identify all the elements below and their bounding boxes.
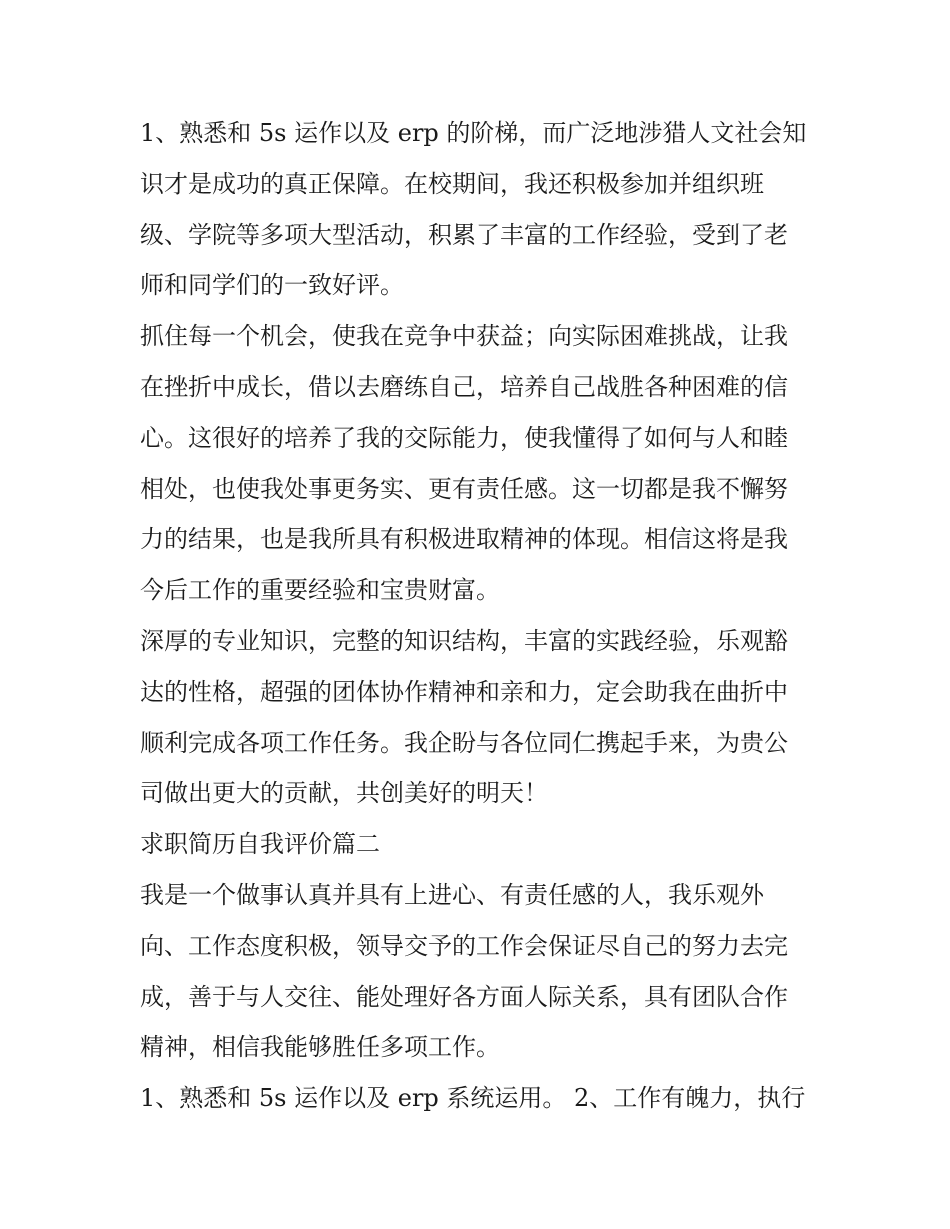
text-line: 司做出更大的贡献，共创美好的明天！ bbox=[140, 779, 548, 808]
text-line: 成，善于与人交往、能处理好各方面人际关系，具有团队合作 bbox=[140, 982, 788, 1011]
text-line: 向、工作态度积极，领导交予的工作会保证尽自己的努力去完 bbox=[140, 931, 788, 960]
text-line: 达的性格，超强的团体协作精神和亲和力，定会助我在曲折中 bbox=[140, 677, 788, 706]
text-line: 精神，相信我能够胜任多项工作。 bbox=[140, 1033, 500, 1062]
section-heading: 求职简历自我评价篇二 bbox=[140, 830, 380, 859]
text-line: 级、学院等多项大型活动，积累了丰富的工作经验，受到了老 bbox=[140, 220, 788, 249]
text-line: 力的结果，也是我所具有积极进取精神的体现。相信这将是我 bbox=[140, 525, 788, 554]
text-line: 相处，也使我处事更务实、更有责任感。这一切都是我不懈努 bbox=[140, 474, 788, 503]
text-line: 今后工作的重要经验和宝贵财富。 bbox=[140, 576, 500, 605]
text-line: 深厚的专业知识，完整的知识结构，丰富的实践经验，乐观豁 bbox=[140, 626, 788, 655]
document-body bbox=[140, 108, 820, 1124]
text-line: 抓住每一个机会，使我在竞争中获益；向实际困难挑战，让我 bbox=[140, 322, 788, 351]
text-line: 1、熟悉和 5s 运作以及 erp 的阶梯，而广泛地涉猎人文社会知 bbox=[140, 119, 807, 147]
text-line: 顺利完成各项工作任务。我企盼与各位同仁携起手来，为贵公 bbox=[140, 728, 788, 757]
text-line: 识才是成功的真正保障。在校期间，我还积极参加并组织班 bbox=[140, 169, 764, 198]
text-line: 师和同学们的一致好评。 bbox=[140, 271, 404, 300]
text-line: 1、熟悉和 5s 运作以及 erp 系统运用。 2、工作有魄力，执行 bbox=[140, 1084, 806, 1113]
text-line: 在挫折中成长，借以去磨练自己，培养自己战胜各种困难的信 bbox=[140, 372, 788, 401]
text-line: 心。这很好的培养了我的交际能力，使我懂得了如何与人和睦 bbox=[140, 423, 788, 452]
text-line: 我是一个做事认真并具有上进心、有责任感的人，我乐观外 bbox=[140, 880, 764, 909]
